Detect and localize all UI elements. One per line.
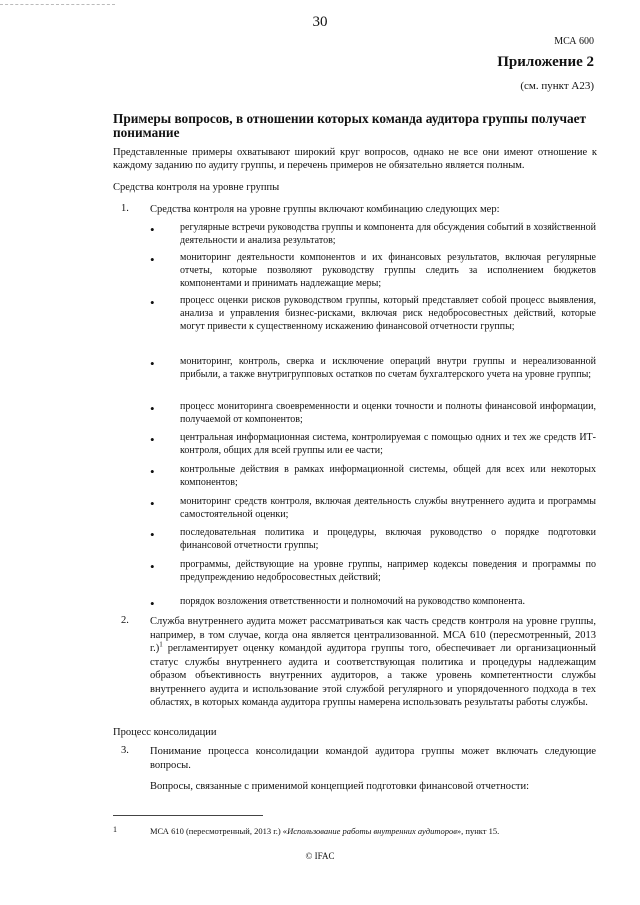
bullet-item: процесс мониторинга своевременности и оценки точности и полноты финансовой информации, получаемой от компонентов;: [180, 401, 596, 425]
bullet-item: последовательная политика и процедуры, включая руководство о порядке подготовки финансовой отчетности группы;: [180, 527, 596, 551]
bullet-icon: •: [150, 559, 155, 574]
see-paragraph-ref: (см. пункт A23): [520, 80, 594, 92]
page-number: 30: [312, 14, 328, 30]
bullet-icon: •: [150, 496, 155, 511]
bullet-icon: •: [150, 464, 155, 479]
bullet-icon: •: [150, 401, 155, 416]
paragraph-3-subheading: Вопросы, связанные с применимой концепцией подготовки финансовой отчетности:: [150, 781, 530, 792]
paragraph-number-2: 2.: [121, 615, 129, 626]
paragraph-1-text: Средства контроля на уровне группы включают комбинацию следующих мер:: [150, 204, 500, 215]
footnote-text-b: », пункт 15.: [456, 826, 500, 836]
bullet-icon: •: [150, 222, 155, 237]
bullet-item: мониторинг деятельности компонентов и их финансовых результатов, включая регулярные отчеты, которые позволяют руководству группы следить за исполнением бюджетов компонентами и принимать надлежащие меры;: [180, 252, 596, 289]
section-heading-group-controls: Средства контроля на уровне группы: [113, 182, 280, 193]
intro-paragraph: Представленные примеры охватывают широкий круг вопросов, однако не все они имеют отношение к каждому заданию по аудиту группы, и перечень примеров не обязательно является полным.: [113, 147, 597, 171]
bullet-icon: •: [150, 432, 155, 447]
paragraph-2-text: [150, 615, 596, 710]
bullet-item: мониторинг, контроль, сверка и исключение операций внутри группы и нереализованной прибыли, а также внутригрупповых остатков по счетам бухгалтерского учета на уровне группы;: [180, 356, 596, 380]
bullet-item: контрольные действия в рамках информационной системы, общей для всех или некоторых компонентов;: [180, 464, 596, 488]
scan-edge-line: [0, 4, 115, 6]
bullet-icon: •: [150, 596, 155, 611]
appendix-title: Приложение 2: [497, 54, 594, 70]
footnote-divider: [113, 815, 263, 816]
bullet-icon: •: [150, 295, 155, 310]
footnote-ref: 1: [159, 640, 163, 649]
bullet-item: мониторинг средств контроля, включая деятельность службы внутреннего аудита и программы самостоятельной оценки;: [180, 496, 596, 520]
footnote-text: [150, 826, 499, 836]
page-title: Примеры вопросов, в отношении которых команда аудитора группы получает понимание: [113, 111, 587, 140]
copyright-footer: © IFAC: [305, 851, 335, 861]
paragraph-2-text-part-b: регламентирует оценку командой аудитора группы того, обеспечивает ли организационный статус службы внутреннего аудита и соответствующая политика и процедуры надлежащим образом объективность внутренних аудиторов, а также уровень компетентности службы внутреннего аудита и использование этой службой регулярного и упорядоченного подхода в тех областях, в которых команда аудитора группы намерена использовать результаты работы службы.: [150, 643, 596, 708]
paragraph-3-text: Понимание процесса консолидации командой аудитора группы может включать следующие вопросы.: [150, 746, 596, 771]
footnote-title-italic: Использование работы внутренних аудиторов: [287, 826, 457, 836]
bullet-item: центральная информационная система, контролируемая с помощью одних и тех же средств ИТ-контроля, общих для всей группы или ее части;: [180, 432, 596, 456]
bullet-item: программы, действующие на уровне группы, например кодексы поведения и программы по предупреждению недобросовестных действий;: [180, 559, 596, 583]
paragraph-number-1: 1.: [121, 203, 129, 214]
standard-label: МСА 600: [554, 36, 594, 47]
footnote-text-a: МСА 610 (пересмотренный, 2013 г.) «: [150, 826, 288, 836]
paragraph-2-text-part-a: Служба внутреннего аудита может рассматриваться как часть средств контроля на уровне группы, например, в том случае, когда она является централизованной. МСА 610 (пересмотренный, 2013 г.): [150, 616, 596, 654]
paragraph-number-3: 3.: [121, 745, 129, 756]
bullet-icon: •: [150, 252, 155, 267]
section-heading-consolidation: Процесс консолидации: [113, 727, 217, 738]
bullet-item: регулярные встречи руководства группы и компонента для обсуждения событий в хозяйственной деятельности и анализа результатов;: [180, 222, 596, 246]
bullet-item: порядок возложения ответственности и полномочий на руководство компонента.: [180, 596, 525, 607]
footnote-number: 1: [113, 825, 117, 834]
bullet-icon: •: [150, 356, 155, 371]
bullet-icon: •: [150, 527, 155, 542]
bullet-item: процесс оценки рисков руководством группы, который представляет собой процесс выявления, анализа и управления бизнес-рисками, включая риск недобросовестных действий, которые могут привести к существенному искажению финансовой отчетности группы;: [180, 295, 596, 332]
